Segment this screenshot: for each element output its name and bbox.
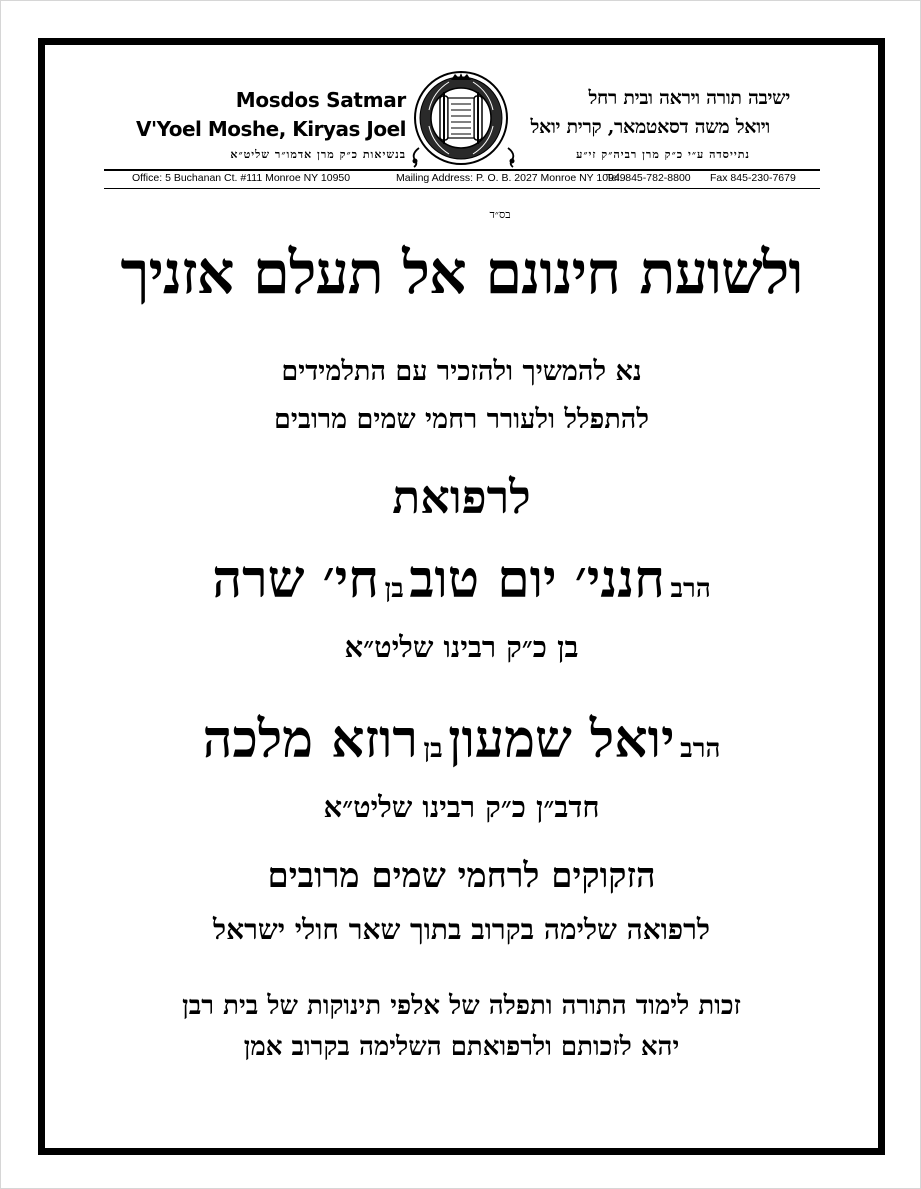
request-line-2: להתפלל ולעורר רחמי שמים מרובים [274, 404, 649, 435]
letterhead-hebrew-subtitle: ויואל משה דסאטמאר, קרית יואל [530, 116, 770, 138]
contact-line [104, 172, 820, 188]
letterhead-hebrew-title: ישיבה תורה ויראה ובית רחל [588, 87, 790, 109]
letterhead-english-subtitle: V'Yoel Moshe, Kiryas Joel [136, 117, 406, 141]
office-address: Office: 5 Buchanan Ct. #111 Monroe NY 10950 [132, 172, 351, 184]
refuah-heading: לרפואת [392, 470, 531, 524]
person-2-title: הרב [680, 734, 721, 764]
flourish-ornament-icon [504, 146, 518, 168]
person-1-name-row [45, 549, 878, 610]
letterhead-hebrew-founded: נתייסדה ע״י כ״ק מרן רביה״ק זי״ע [576, 148, 750, 161]
telephone: Tel. 845-782-8800 [606, 172, 691, 184]
flourish-ornament-icon [409, 146, 423, 168]
person-1-name: חנני׳ יום טוב [409, 549, 665, 610]
person-2-name-row [45, 709, 878, 770]
merit-line-1: זכות לימוד התורה ותפלה של אלפי תינוקות של בית רבן [182, 991, 741, 1021]
person-1-relation: בן כ״ק רבינו שליט״א [344, 630, 579, 664]
institution-seal-logo [413, 70, 509, 166]
request-line-1: נא להמשיך ולהזכיר עם התלמידים [281, 356, 642, 387]
headline: ולשועת חינונם אל תעלם אזניך [120, 238, 803, 307]
bsd-mark: בס״ד [489, 208, 511, 221]
full-recovery-line: לרפואה שלימה בקרוב בתוך שאר חולי ישראל [213, 913, 710, 946]
fax: Fax 845-230-7679 [710, 172, 796, 184]
person-2-mother: רוזא מלכה [202, 709, 418, 770]
person-2-ben: בן [423, 734, 443, 764]
person-1-title: הרב [670, 574, 711, 604]
person-1-mother: חי׳ שרה [212, 549, 379, 610]
letterhead-english-title: Mosdos Satmar [235, 88, 406, 112]
mailing-address: Mailing Address: P. O. B. 2027 Monroe NY 10949 [396, 172, 626, 184]
letterhead-rule-top [104, 169, 820, 171]
person-1-ben: בן [384, 574, 404, 604]
letterhead-rule-bottom [104, 188, 820, 189]
need-mercy-line: הזקוקים לרחמי שמים מרובים [267, 856, 656, 896]
letterhead-auspices: בנשיאות כ״ק מרן אדמו״ר שליט״א [230, 148, 406, 161]
person-2-relation: חדב״ן כ״ק רבינו שליט״א [323, 790, 600, 824]
merit-line-2: יהא לזכותם ולרפואתם השלימה בקרוב אמן [243, 1032, 680, 1062]
person-2-name: יואל שמעון [448, 709, 675, 770]
